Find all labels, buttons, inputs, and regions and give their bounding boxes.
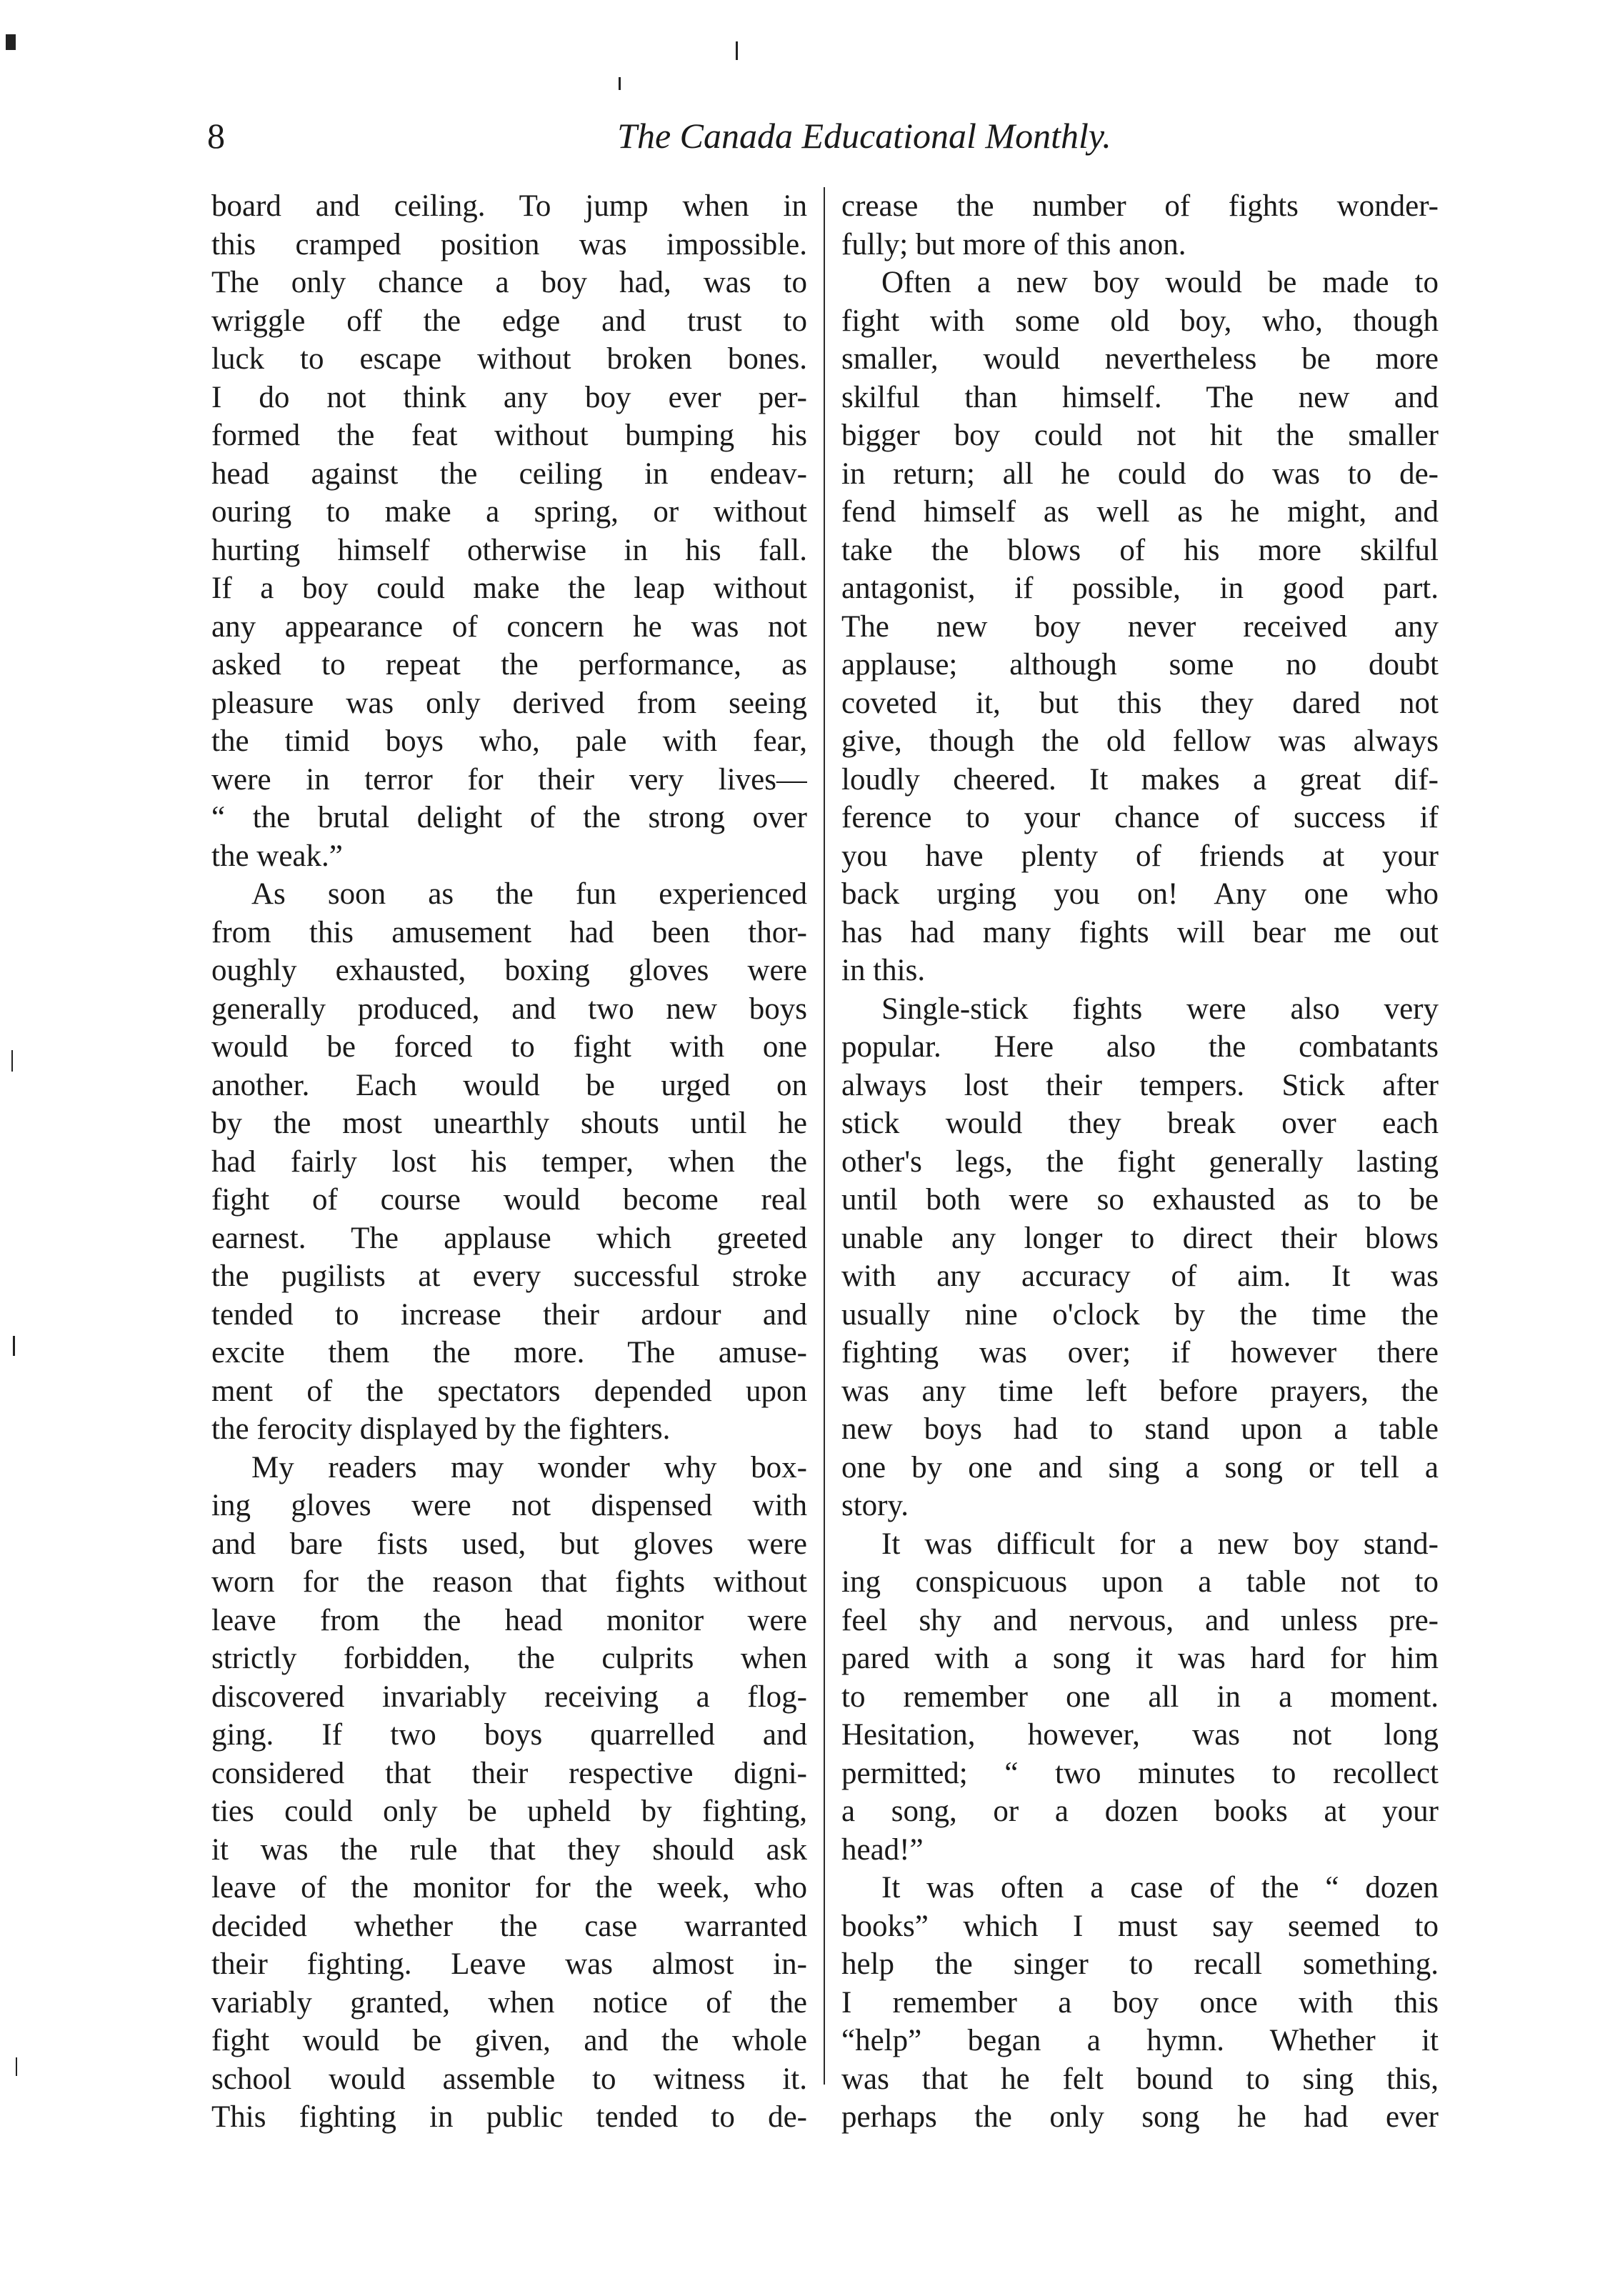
text-line: other's legs, the fight generally lasting xyxy=(841,1144,1439,1179)
text-line: strictly forbidden, the culprits when xyxy=(211,1642,807,1675)
text-line: loudly cheered. It makes a great dif- xyxy=(841,762,1439,797)
text-line: take the blows of his more skilful xyxy=(841,533,1439,567)
text-line: the weak.” xyxy=(211,839,343,873)
text-line: head against the ceiling in endeav- xyxy=(211,456,807,491)
text-line: asked to repeat the performance, as xyxy=(211,648,807,682)
text-line: pleasure was only derived from seeing xyxy=(211,686,807,720)
text-line: a song, or a dozen books at your xyxy=(841,1795,1439,1828)
text-line: ties could only be upheld by fighting, xyxy=(211,1795,807,1828)
text-line: stick would they break over each xyxy=(841,1107,1439,1140)
text-line: hurting himself otherwise in his fall. xyxy=(211,533,807,567)
text-line: head!” xyxy=(841,1832,924,1867)
text-line: skilful than himself. The new and xyxy=(841,380,1439,414)
text-line: help the singer to recall something. xyxy=(841,1947,1439,1981)
page-number: 8 xyxy=(207,116,225,156)
text-line: pared with a song it was hard for him xyxy=(841,1642,1439,1675)
text-line: back urging you on! Any one who xyxy=(841,877,1439,911)
text-line: formed the feat without bumping his xyxy=(211,419,807,452)
text-line: the timid boys who, pale with fear, xyxy=(211,724,807,758)
text-line: My readers may wonder why box- xyxy=(251,1450,807,1484)
text-line: permitted; “ two minutes to recollect xyxy=(841,1756,1439,1790)
text-line: ging. If two boys quarrelled and xyxy=(211,1718,807,1752)
text-line: story. xyxy=(841,1489,909,1522)
scan-speck xyxy=(619,77,621,90)
text-line: with any accuracy of aim. It was xyxy=(841,1259,1439,1293)
text-line: books” which I must say seemed to xyxy=(841,1909,1439,1943)
text-line: were in terror for their very lives— xyxy=(211,762,807,797)
right-text-column xyxy=(841,187,1439,2137)
scan-speck xyxy=(16,2057,17,2076)
text-line: fully; but more of this anon. xyxy=(841,227,1186,261)
text-line: bigger boy could not hit the smaller xyxy=(841,419,1439,452)
text-line: in this. xyxy=(841,954,926,987)
text-line: Hesitation, however, was not long xyxy=(841,1718,1439,1752)
text-line: tended to increase their ardour and xyxy=(211,1297,807,1332)
text-line: coveted it, but this they dared not xyxy=(841,686,1439,720)
text-line: ouring to make a spring, or without xyxy=(211,495,807,529)
text-line: leave of the monitor for the week, who xyxy=(211,1871,807,1905)
text-line: and bare fists used, but gloves were xyxy=(211,1527,807,1561)
text-line: antagonist, if possible, in good part. xyxy=(841,571,1439,605)
text-line: would be forced to fight with one xyxy=(211,1030,807,1064)
text-line: smaller, would nevertheless be more xyxy=(841,342,1439,376)
text-line: from this amusement had been thor- xyxy=(211,915,807,949)
text-line: wriggle off the edge and trust to xyxy=(211,304,807,338)
scan-speck xyxy=(13,1336,15,1356)
text-line: Often a new boy would be made to xyxy=(881,266,1439,299)
text-line: leave from the head monitor were xyxy=(211,1603,807,1637)
scan-speck xyxy=(736,41,738,60)
text-line: always lost their tempers. Stick after xyxy=(841,1068,1439,1102)
text-line: fend himself as well as he might, and xyxy=(841,495,1439,529)
text-line: earnest. The applause which greeted xyxy=(211,1221,807,1255)
text-line: worn for the reason that fights without xyxy=(211,1565,807,1599)
text-line: If a boy could make the leap without xyxy=(211,571,807,605)
text-line: the ferocity displayed by the fighters. xyxy=(211,1412,671,1446)
text-line: generally produced, and two new boys xyxy=(211,992,807,1026)
text-line: This fighting in public tended to de- xyxy=(211,2100,807,2134)
text-line: I do not think any boy ever per- xyxy=(211,380,807,414)
text-line: usually nine o'clock by the time the xyxy=(841,1297,1439,1332)
page-header xyxy=(207,107,1436,164)
text-line: this cramped position was impossible. xyxy=(211,227,807,261)
text-line: fighting was over; if however there xyxy=(841,1336,1439,1369)
text-line: the pugilists at every successful stroke xyxy=(211,1259,807,1293)
text-line: fight would be given, and the whole xyxy=(211,2024,807,2057)
text-line: crease the number of fights wonder- xyxy=(841,189,1439,223)
text-line: perhaps the only song he had ever xyxy=(841,2100,1439,2134)
text-line: one by one and sing a song or tell a xyxy=(841,1450,1439,1484)
column-divider xyxy=(824,187,825,2085)
text-line: fight of course would become real xyxy=(211,1183,807,1217)
text-line: ference to your chance of success if xyxy=(841,801,1439,834)
text-line: excite them the more. The amuse- xyxy=(211,1336,807,1369)
text-line: It was difficult for a new boy stand- xyxy=(881,1527,1439,1561)
text-line: oughly exhausted, boxing gloves were xyxy=(211,954,807,987)
text-line: It was often a case of the “ dozen xyxy=(881,1871,1439,1905)
left-text-column xyxy=(211,187,807,2137)
text-line: As soon as the fun experienced xyxy=(251,877,807,911)
text-line: ment of the spectators depended upon xyxy=(211,1374,807,1408)
text-line: was any time left before prayers, the xyxy=(841,1374,1439,1408)
text-line: Single-stick fights were also very xyxy=(881,992,1439,1026)
text-line: school would assemble to witness it. xyxy=(211,2062,807,2096)
scan-speck xyxy=(11,1050,13,1072)
text-line: unable any longer to direct their blows xyxy=(841,1221,1439,1255)
text-line: another. Each would be urged on xyxy=(211,1068,807,1102)
text-line: until both were so exhausted as to be xyxy=(841,1183,1439,1217)
text-line: considered that their respective digni- xyxy=(211,1756,807,1790)
text-line: “help” began a hymn. Whether it xyxy=(841,2024,1439,2057)
text-line: fight with some old boy, who, though xyxy=(841,304,1439,338)
text-line: popular. Here also the combatants xyxy=(841,1030,1439,1064)
text-line: you have plenty of friends at your xyxy=(841,839,1439,873)
text-line: I remember a boy once with this xyxy=(841,1985,1439,2020)
text-line: board and ceiling. To jump when in xyxy=(211,189,807,223)
text-line: discovered invariably receiving a flog- xyxy=(211,1679,807,1714)
text-line: “ the brutal delight of the strong over xyxy=(211,801,807,834)
text-line: in return; all he could do was to de- xyxy=(841,456,1439,491)
text-line: had fairly lost his temper, when the xyxy=(211,1144,807,1179)
text-line: feel shy and nervous, and unless pre- xyxy=(841,1603,1439,1637)
text-line: by the most unearthly shouts until he xyxy=(211,1107,807,1140)
text-line: their fighting. Leave was almost in- xyxy=(211,1947,807,1981)
running-title: The Canada Educational Monthly. xyxy=(617,116,1111,156)
scan-speck xyxy=(6,34,16,50)
text-line: decided whether the case warranted xyxy=(211,1909,807,1943)
text-line: The only chance a boy had, was to xyxy=(211,266,807,299)
text-line: any appearance of concern he was not xyxy=(211,609,807,644)
text-line: to remember one all in a moment. xyxy=(841,1679,1439,1714)
text-line: new boys had to stand upon a table xyxy=(841,1412,1439,1446)
text-line: ing conspicuous upon a table not to xyxy=(841,1565,1439,1599)
text-line: ing gloves were not dispensed with xyxy=(211,1489,807,1522)
text-line: give, though the old fellow was always xyxy=(841,724,1439,758)
text-line: luck to escape without broken bones. xyxy=(211,342,807,376)
text-line: The new boy never received any xyxy=(841,609,1439,644)
text-line: has had many fights will bear me out xyxy=(841,915,1439,949)
text-line: variably granted, when notice of the xyxy=(211,1985,807,2020)
text-line: was that he felt bound to sing this, xyxy=(841,2062,1439,2096)
text-line: it was the rule that they should ask xyxy=(211,1832,807,1867)
text-line: applause; although some no doubt xyxy=(841,648,1439,682)
